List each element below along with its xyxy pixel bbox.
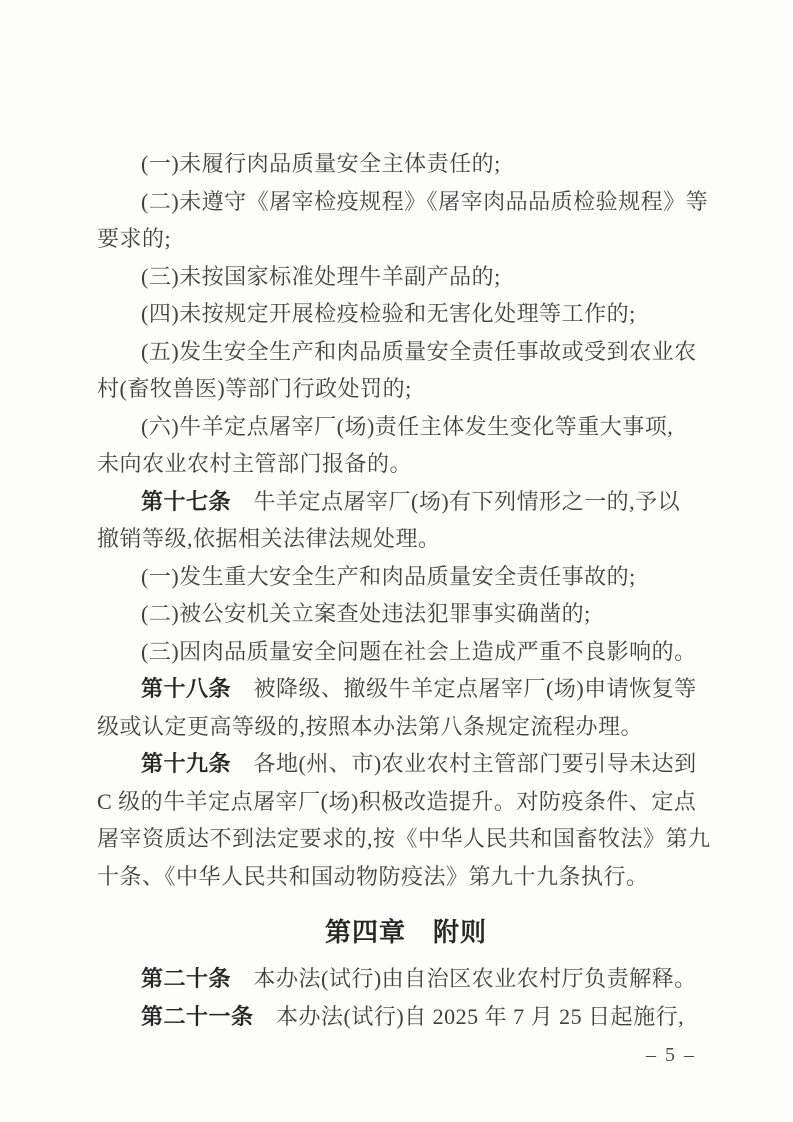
article-number: 第四章 附则 [324,918,487,947]
text-line [97,558,715,596]
text-run: (三)因肉品质量安全问题在社会上造成严重不良影响的。 [141,638,697,664]
text-run: 牛羊定点屠宰厂(场)有下列情形之一的,予以 [231,488,681,514]
text-line [97,220,715,258]
text-line [97,783,715,821]
text-line [97,145,715,183]
text-run: 村(畜牧兽医)等部门行政处罚的; [97,376,412,401]
article-number: 第十七条 [141,488,232,514]
text-run: 被降级、撤级牛羊定点屠宰厂(场)申请恢复等 [231,676,697,701]
text-line [97,820,715,858]
text-line [97,858,715,896]
document-body [97,145,715,1035]
text-run: (三)未按国家标准处理牛羊副产品的; [141,263,501,289]
text-line [97,960,715,998]
text-run: 本办法(试行)自 2025 年 7 月 25 日起施行, [253,1003,685,1029]
page-number: – 5 – [646,1044,696,1066]
text-line [97,633,715,671]
text-line [97,333,715,371]
text-line [97,370,715,408]
text-line [97,408,715,446]
text-line [97,483,715,521]
text-line [97,445,715,483]
text-line [97,295,715,333]
text-run: C 级的牛羊定点屠宰厂(场)积极改造提升。对防疫条件、定点 [97,788,697,814]
text-run: 撤销等级,依据相关法律法规处理。 [97,526,441,551]
text-run: 本办法(试行)由自治区农业农村厅负责解释。 [231,966,697,991]
text-run: 屠宰资质达不到法定要求的,按《中华人民共和国畜牧法》第九 [97,826,711,851]
text-run: 未向农业农村主管部门报备的。 [97,451,413,476]
text-run: 各地(州、市)农业农村主管部门要引导未达到 [231,751,697,776]
article-number: 第十八条 [141,676,232,701]
article-number: 第十九条 [141,751,232,776]
article-number: 第二十条 [141,966,232,991]
chapter-heading [97,913,715,953]
text-line [97,258,715,296]
text-run: (二)未遵守《屠宰检疫规程》《屠宰肉品品质检验规程》等 [141,188,709,214]
text-run: (一)发生重大安全生产和肉品质量安全责任事故的; [141,563,636,589]
text-line [97,520,715,558]
text-run: (四)未按规定开展检疫检验和无害化处理等工作的; [141,301,636,326]
text-line [97,708,715,746]
text-line [97,998,715,1036]
text-line [97,183,715,221]
text-line [97,745,715,783]
text-line [97,670,715,708]
text-run: 要求的; [97,226,172,251]
article-number: 第二十一条 [141,1003,254,1029]
text-run: (二)被公安机关立案查处违法犯罪事实确凿的; [141,601,591,626]
text-run: 十条、《中华人民共和国动物防疫法》第九十九条执行。 [97,863,649,889]
text-run: (五)发生安全生产和肉品质量安全责任事故或受到农业农 [141,338,697,364]
text-run: (六)牛羊定点屠宰厂(场)责任主体发生变化等重大事项, [141,413,674,439]
text-run: (一)未履行肉品质量安全主体责任的; [141,151,501,176]
text-line [97,595,715,633]
text-run: 级或认定更高等级的,按照本办法第八条规定流程办理。 [97,713,644,739]
